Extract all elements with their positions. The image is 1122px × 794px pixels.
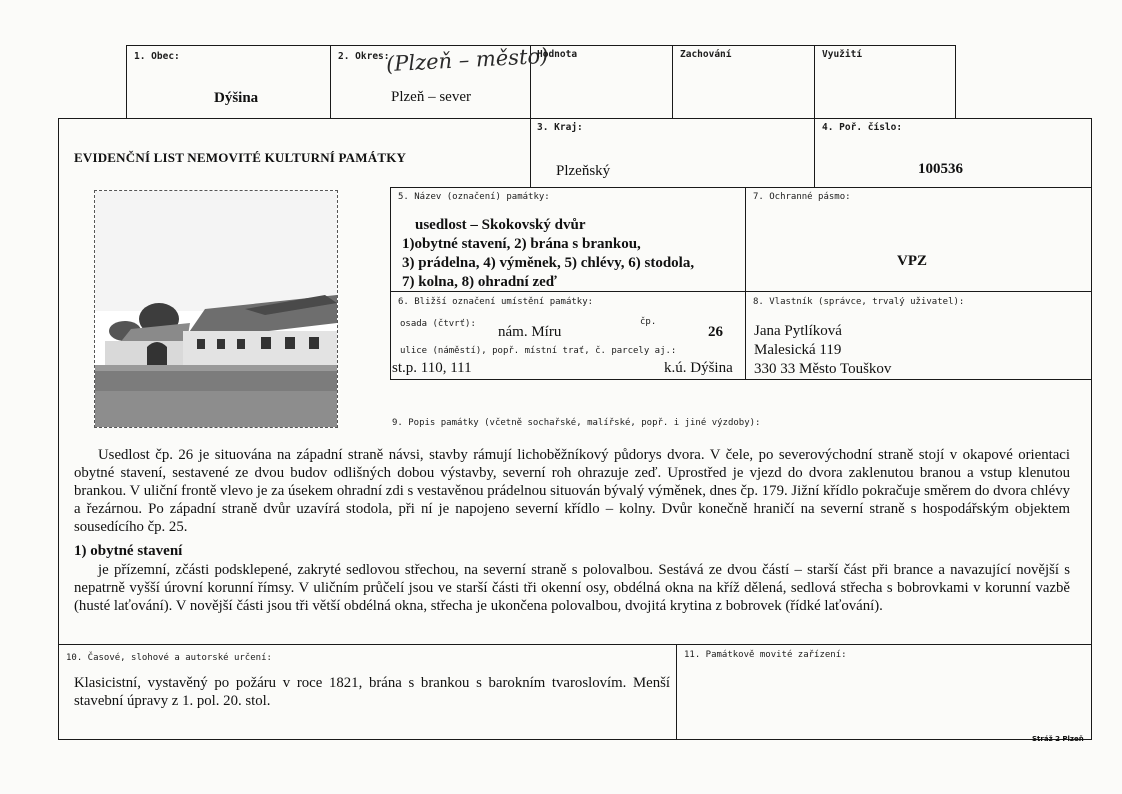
hodnota-label: Hodnota — [537, 49, 578, 60]
nazev-line-3: 3) prádelna, 4) výměnek, 5) chlévy, 6) stodola, — [402, 255, 695, 271]
divider — [814, 45, 815, 119]
obec-label: 1. Obec: — [134, 51, 180, 62]
urceni-text: Klasicistní, vystavěný po požáru v roce 1821, brána s brankou s barokním tvaroslovím. Menší stavební úpravy z 1. pol. 20. stol. — [74, 675, 670, 709]
okres-handwritten-note: (Plzeň – město) — [385, 43, 549, 77]
printer-mark: Stráž 2 Plzeň — [1032, 735, 1084, 743]
por-cislo-value: 100536 — [918, 161, 963, 177]
monument-photo — [94, 190, 338, 428]
umisteni-label: 6. Bližší označení umístění památky: — [398, 297, 594, 307]
vlastnik-line-2: Malesická 119 — [754, 342, 842, 358]
okres-value: Plzeň – sever — [391, 89, 471, 105]
por-cislo-label: 4. Poř. číslo: — [822, 122, 903, 133]
movite-zarizeni-label: 11. Památkově movité zařízení: — [684, 650, 847, 660]
farmstead-photo-image — [95, 191, 337, 427]
vlastnik-line-3: 330 33 Město Touškov — [754, 361, 892, 377]
divider — [390, 291, 1092, 292]
divider — [676, 644, 677, 740]
form-title: EVIDENČNÍ LIST NEMOVITÉ KULTURNÍ PAMÁTKY — [74, 150, 407, 165]
vyuziti-label: Využití — [822, 49, 863, 60]
nazev-line-2: 1)obytné stavení, 2) brána s brankou, — [402, 236, 641, 252]
vlastnik-line-1: Jana Pytlíková — [754, 323, 842, 339]
nazev-line-4: 7) kolna, 8) ohradní zeď — [402, 274, 557, 290]
okres-label: 2. Okres: — [338, 51, 390, 62]
divider — [330, 45, 331, 119]
cp-value: 26 — [708, 324, 723, 340]
kraj-label: 3. Kraj: — [537, 122, 583, 133]
popis-label: 9. Popis památky (včetně sochařské, malířské, popř. i jiné výzdoby): — [392, 418, 761, 428]
nazev-label: 5. Název (označení) památky: — [398, 192, 550, 202]
popis-section-heading: 1) obytné stavení — [74, 543, 183, 559]
kraj-value: Plzeňský — [556, 163, 611, 179]
popis-section-paragraph: je přízemní, zčásti podsklepené, zakryté sedlovou střechou, na severní straně s polovalbou. Sestává ze dvou částí – starší část při brance a navazující novější s nepatrně vyšší úrovní korunní římsy. V uličním průčelí jsou ve starší části tři okenní osy, obdélná okna na kříž dělená, sedlová střecha s bobrovkami v korunní vazbě (husté laťování). V novější části jsou tři větší obdélná okna, střecha je ukončena polovalbou, dvojitá krytina z bobrovek (řídké laťování). — [74, 562, 1070, 614]
popis-intro-paragraph: Usedlost čp. 26 je situována na západní straně návsi, stavby rámují lichoběžníkový půdorys dvora. V čele, po severovýchodní straně stojí v okapové orientaci obytné stavení, sestavené ze dvou budov odlišných dobou výstavby, severní roh ohrazuje zeď. Uprostřed je vjezd do dvora zaklenutou branou a vstup klenutou brankou. V uliční frontě vlevo je za úsekem ohradní zdi s vestavěnou prádelnou situován bývalý výměnek, dnes čp. 179. Jižní křídlo pokračuje směrem do dvora chlévy a řezárnou. Po západní straně dvůr uzavírá stodola, při ní je napojeno severní křídlo – kolny. Dvůr konečně hraničí na severní straně s hospodářským objektem sousedícího čp. 25. — [74, 447, 1070, 535]
divider — [672, 45, 673, 119]
divider — [530, 118, 531, 188]
urceni-label: 10. Časové, slohové a autorské určení: — [66, 653, 272, 663]
ulice-label: ulice (náměstí), popř. místní trať, č. parcely aj.: — [400, 346, 677, 356]
osada-label: osada (čtvrť): — [400, 319, 476, 329]
divider — [390, 379, 1092, 380]
parcely-value: st.p. 110, 111 — [392, 360, 472, 376]
divider — [390, 187, 391, 380]
ochranne-pasmo-value: VPZ — [897, 253, 927, 269]
zachovani-label: Zachování — [680, 49, 732, 60]
nazev-line-1: usedlost – Skokovský dvůr — [415, 217, 586, 233]
katastralni-uzemi-value: k.ú. Dýšina — [664, 360, 733, 376]
ochranne-pasmo-label: 7. Ochranné pásmo: — [753, 192, 851, 202]
cp-label: čp. — [640, 317, 657, 327]
divider — [58, 644, 1092, 645]
obec-value: Dýšina — [214, 90, 259, 106]
vlastnik-label: 8. Vlastník (správce, trvalý uživatel): — [753, 297, 965, 307]
divider — [814, 118, 815, 188]
divider — [745, 187, 746, 380]
osada-value: nám. Míru — [498, 324, 562, 340]
divider — [390, 187, 1092, 188]
